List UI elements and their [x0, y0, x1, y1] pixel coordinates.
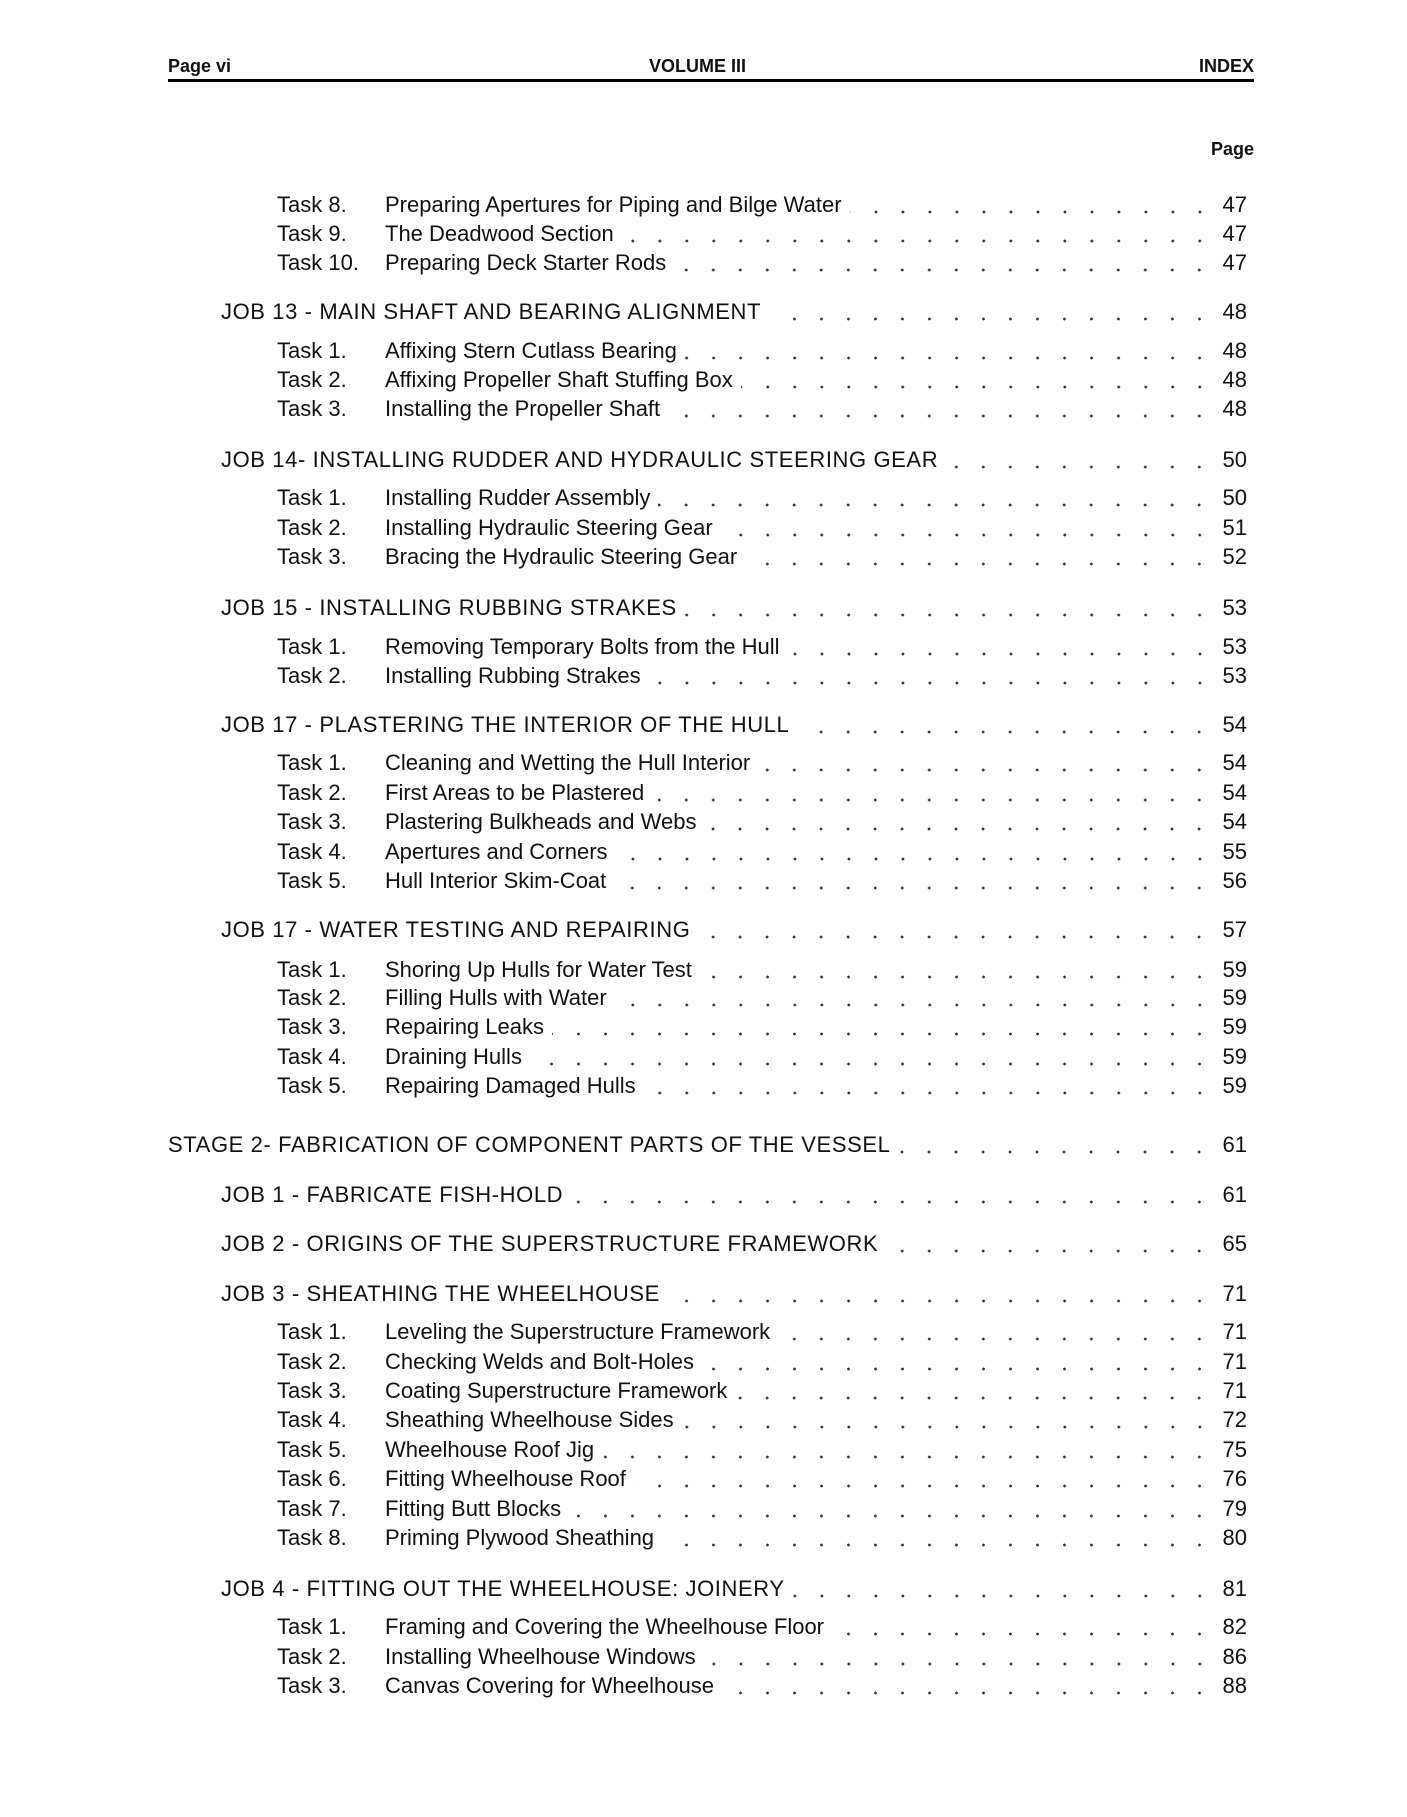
entry-title: Sheathing Wheelhouse Sides [385, 1407, 674, 1432]
toc-job-entry [221, 711, 1247, 739]
dot-leader [616, 838, 1213, 866]
dot-leader [704, 808, 1213, 836]
toc-task-entry [277, 867, 1247, 895]
toc-task-entry [277, 337, 1247, 365]
page-number: 59 [1222, 985, 1247, 1010]
task-number: Task 3. [277, 809, 347, 834]
toc-job-entry [221, 1230, 1247, 1258]
toc-task-entry [277, 191, 1247, 219]
toc-job-entry [221, 594, 1247, 622]
toc-task-entry [277, 1072, 1247, 1100]
toc-stage-entry [168, 1131, 1247, 1159]
page-number: 48 [1222, 367, 1247, 392]
entry-title: JOB 3 - SHEATHING THE WHEELHOUSE [221, 1281, 660, 1306]
page-number: 76 [1222, 1466, 1247, 1491]
toc-task-entry [277, 1436, 1247, 1464]
task-number: Task 1. [277, 485, 347, 510]
entry-title: STAGE 2- FABRICATION OF COMPONENT PARTS OF THE VESSEL [168, 1132, 891, 1157]
dot-leader [745, 543, 1213, 571]
page-number: 59 [1222, 1044, 1247, 1069]
entry-title: Plastering Bulkheads and Webs [385, 809, 697, 834]
dot-leader [832, 1613, 1213, 1641]
dot-leader [769, 298, 1213, 326]
entry-title: Fitting Wheelhouse Roof [385, 1466, 626, 1491]
dot-leader [602, 1436, 1213, 1464]
entry-title: Installing Rubbing Strakes [385, 663, 641, 688]
task-number: Task 3. [277, 1378, 347, 1403]
task-number: Task 2. [277, 985, 347, 1010]
page-number: 71 [1222, 1378, 1247, 1403]
page-number: 54 [1222, 750, 1247, 775]
entry-title: Installing Wheelhouse Windows [385, 1644, 696, 1669]
dot-leader [668, 1280, 1213, 1308]
task-number: Task 3. [277, 1014, 347, 1039]
page-number: 86 [1222, 1644, 1247, 1669]
dot-leader [644, 1072, 1213, 1100]
page-number: 71 [1222, 1319, 1247, 1344]
dot-leader [649, 662, 1213, 690]
page-number: 54 [1222, 712, 1247, 737]
dot-leader [704, 1643, 1213, 1671]
task-number: Task 9. [277, 221, 347, 246]
task-number: Task 1. [277, 1614, 347, 1639]
toc-job-entry [221, 1575, 1247, 1603]
entry-title: Shoring Up Hulls for Water Test [385, 957, 692, 982]
task-number: Task 5. [277, 1437, 347, 1462]
toc-task-entry [277, 514, 1247, 542]
dot-leader [622, 220, 1213, 248]
dot-leader [615, 984, 1213, 1012]
toc-task-entry [277, 1013, 1247, 1041]
entry-title: JOB 14- INSTALLING RUDDER AND HYDRAULIC STEERING GEAR [221, 447, 939, 472]
toc-task-entry [277, 543, 1247, 571]
page-number: 61 [1222, 1182, 1247, 1207]
page-number: 57 [1222, 917, 1247, 942]
header-section: INDEX [1198, 56, 1254, 76]
entry-title: Affixing Propeller Shaft Stuffing Box [385, 367, 733, 392]
dot-leader [700, 956, 1213, 984]
entry-title: JOB 13 - MAIN SHAFT AND BEARING ALIGNMENT [221, 299, 762, 324]
entry-title: Repairing Damaged Hulls [385, 1073, 636, 1098]
entry-title: Leveling the Superstructure Framework [385, 1319, 771, 1344]
entry-title: Fitting Butt Blocks [385, 1496, 562, 1521]
page-number: 53 [1222, 634, 1247, 659]
page-number: 47 [1222, 250, 1247, 275]
entry-title: Repairing Leaks [385, 1014, 544, 1039]
page-number: 81 [1222, 1576, 1247, 1601]
entry-title: JOB 17 - WATER TESTING AND REPAIRING [221, 917, 691, 942]
page-number: 48 [1222, 338, 1247, 363]
dot-leader [741, 366, 1213, 394]
entry-title: Apertures and Corners [385, 839, 608, 864]
page-number: 59 [1222, 1014, 1247, 1039]
entry-title: Installing the Propeller Shaft [385, 396, 661, 421]
dot-leader [722, 1672, 1213, 1700]
dot-leader [652, 779, 1213, 807]
toc-task-entry [277, 633, 1247, 661]
task-number: Task 7. [277, 1496, 347, 1521]
dot-leader [614, 867, 1213, 895]
page-number: 61 [1222, 1132, 1247, 1157]
dot-leader [886, 1230, 1213, 1258]
dot-leader [571, 1181, 1213, 1209]
task-number: Task 1. [277, 750, 347, 775]
toc-task-entry [277, 1495, 1247, 1523]
toc-task-entry [277, 1613, 1247, 1641]
page-number: 53 [1222, 595, 1247, 620]
entry-title: JOB 17 - PLASTERING THE INTERIOR OF THE HULL [221, 712, 790, 737]
page-number: 82 [1222, 1614, 1247, 1639]
toc-task-entry [277, 779, 1247, 807]
toc-task-entry [277, 220, 1247, 248]
task-number: Task 2. [277, 367, 347, 392]
entry-title: Bracing the Hydraulic Steering Gear [385, 544, 738, 569]
task-number: Task 2. [277, 663, 347, 688]
page-number: 52 [1222, 544, 1247, 569]
toc-task-entry [277, 956, 1247, 984]
entry-title: Preparing Deck Starter Rods [385, 250, 667, 275]
dot-leader [797, 711, 1213, 739]
task-number: Task 8. [277, 192, 347, 217]
toc-task-entry [277, 484, 1247, 512]
entry-title: The Deadwood Section [385, 221, 614, 246]
dot-leader [698, 916, 1213, 944]
task-number: Task 3. [277, 396, 347, 421]
header-volume: VOLUME III [649, 56, 747, 76]
task-number: Task 2. [277, 1644, 347, 1669]
dot-leader [788, 633, 1213, 661]
dot-leader [569, 1495, 1213, 1523]
toc-task-entry [277, 662, 1247, 690]
dot-leader [685, 337, 1213, 365]
entry-title: Draining Hulls [385, 1044, 522, 1069]
page-number: 50 [1222, 485, 1247, 510]
toc-job-entry [221, 1280, 1247, 1308]
task-number: Task 1. [277, 957, 347, 982]
task-number: Task 10. [277, 250, 359, 275]
toc-task-entry [277, 1318, 1247, 1346]
entry-title: Installing Rudder Assembly [385, 485, 651, 510]
entry-title: Priming Plywood Sheathing [385, 1525, 655, 1550]
dot-leader [793, 1575, 1213, 1603]
page-number: 55 [1222, 839, 1247, 864]
page-number: 56 [1222, 868, 1247, 893]
page-number: 51 [1222, 515, 1247, 540]
page-number: 71 [1222, 1281, 1247, 1306]
entry-title: JOB 1 - FABRICATE FISH-HOLD [221, 1182, 564, 1207]
task-number: Task 2. [277, 780, 347, 805]
dot-leader [530, 1043, 1213, 1071]
dot-leader [682, 1406, 1213, 1434]
task-number: Task 1. [277, 338, 347, 363]
dot-leader [685, 594, 1213, 622]
entry-title: Filling Hulls with Water [385, 985, 607, 1010]
entry-title: Framing and Covering the Wheelhouse Floor [385, 1614, 825, 1639]
entry-title: Cleaning and Wetting the Hull Interior [385, 750, 751, 775]
header-page-number: Page vi [168, 56, 232, 76]
toc-job-entry [221, 298, 1247, 326]
toc-task-entry [277, 1672, 1247, 1700]
entry-title: Wheelhouse Roof Jig [385, 1437, 595, 1462]
page-number: 75 [1222, 1437, 1247, 1462]
dot-leader [702, 1348, 1213, 1376]
page-number: 59 [1222, 1073, 1247, 1098]
dot-leader [662, 1524, 1213, 1552]
task-number: Task 1. [277, 1319, 347, 1344]
entry-title: Installing Hydraulic Steering Gear [385, 515, 713, 540]
entry-title: Preparing Apertures for Piping and Bilge Water [385, 192, 842, 217]
page-number: 47 [1222, 221, 1247, 246]
entry-title: Coating Superstructure Framework [385, 1378, 728, 1403]
dot-leader [552, 1013, 1213, 1041]
entry-title: JOB 2 - ORIGINS OF THE SUPERSTRUCTURE FRAMEWORK [221, 1231, 879, 1256]
entry-title: Checking Welds and Bolt-Holes [385, 1349, 694, 1374]
toc-job-entry [221, 446, 1247, 474]
toc-task-entry [277, 1377, 1247, 1405]
page-number: 48 [1222, 299, 1247, 324]
entry-title: Hull Interior Skim-Coat [385, 868, 607, 893]
task-number: Task 4. [277, 1044, 347, 1069]
page-number: 47 [1222, 192, 1247, 217]
toc-task-entry [277, 749, 1247, 777]
toc-task-entry [277, 984, 1247, 1012]
dot-leader [668, 395, 1213, 423]
dot-leader [778, 1318, 1213, 1346]
header-rule [168, 79, 1254, 82]
dot-leader [658, 484, 1213, 512]
toc-task-entry [277, 808, 1247, 836]
dot-leader [758, 749, 1213, 777]
toc-job-entry [221, 916, 1247, 944]
entry-title: First Areas to be Plastered [385, 780, 645, 805]
toc-task-entry [277, 395, 1247, 423]
page-number: 72 [1222, 1407, 1247, 1432]
page-number: 54 [1222, 809, 1247, 834]
dot-leader [721, 514, 1213, 542]
toc-job-entry [221, 1181, 1247, 1209]
dot-leader [634, 1465, 1213, 1493]
page-column-label: Page [1210, 139, 1254, 159]
page-number: 79 [1222, 1496, 1247, 1521]
entry-title: JOB 4 - FITTING OUT THE WHEELHOUSE: JOINERY [221, 1576, 785, 1601]
task-number: Task 4. [277, 839, 347, 864]
dot-leader [898, 1131, 1213, 1159]
page-number: 54 [1222, 780, 1247, 805]
task-number: Task 5. [277, 868, 347, 893]
task-number: Task 6. [277, 1466, 347, 1491]
toc-task-entry [277, 838, 1247, 866]
task-number: Task 2. [277, 1349, 347, 1374]
page-number: 65 [1222, 1231, 1247, 1256]
page-number: 80 [1222, 1525, 1247, 1550]
entry-title: Removing Temporary Bolts from the Hull [385, 634, 780, 659]
toc-task-entry [277, 366, 1247, 394]
page-number: 48 [1222, 396, 1247, 421]
dot-leader [674, 249, 1213, 277]
toc-task-entry [277, 249, 1247, 277]
entry-title: Canvas Covering for Wheelhouse [385, 1673, 714, 1698]
toc-task-entry [277, 1043, 1247, 1071]
task-number: Task 3. [277, 544, 347, 569]
toc-task-entry [277, 1465, 1247, 1493]
task-number: Task 3. [277, 1673, 347, 1698]
task-number: Task 8. [277, 1525, 347, 1550]
entry-title: Affixing Stern Cutlass Bearing [385, 338, 677, 363]
page-number: 53 [1222, 663, 1247, 688]
toc-task-entry [277, 1643, 1247, 1671]
toc-task-entry [277, 1406, 1247, 1434]
toc-task-entry [277, 1348, 1247, 1376]
dot-leader [850, 191, 1213, 219]
task-number: Task 4. [277, 1407, 347, 1432]
task-number: Task 1. [277, 634, 347, 659]
page-number: 71 [1222, 1349, 1247, 1374]
page-number: 88 [1222, 1673, 1247, 1698]
page-number: 59 [1222, 957, 1247, 982]
dot-leader [735, 1377, 1213, 1405]
entry-title: JOB 15 - INSTALLING RUBBING STRAKES [221, 595, 677, 620]
task-number: Task 2. [277, 515, 347, 540]
dot-leader [946, 446, 1213, 474]
toc-task-entry [277, 1524, 1247, 1552]
task-number: Task 5. [277, 1073, 347, 1098]
page-number: 50 [1222, 447, 1247, 472]
